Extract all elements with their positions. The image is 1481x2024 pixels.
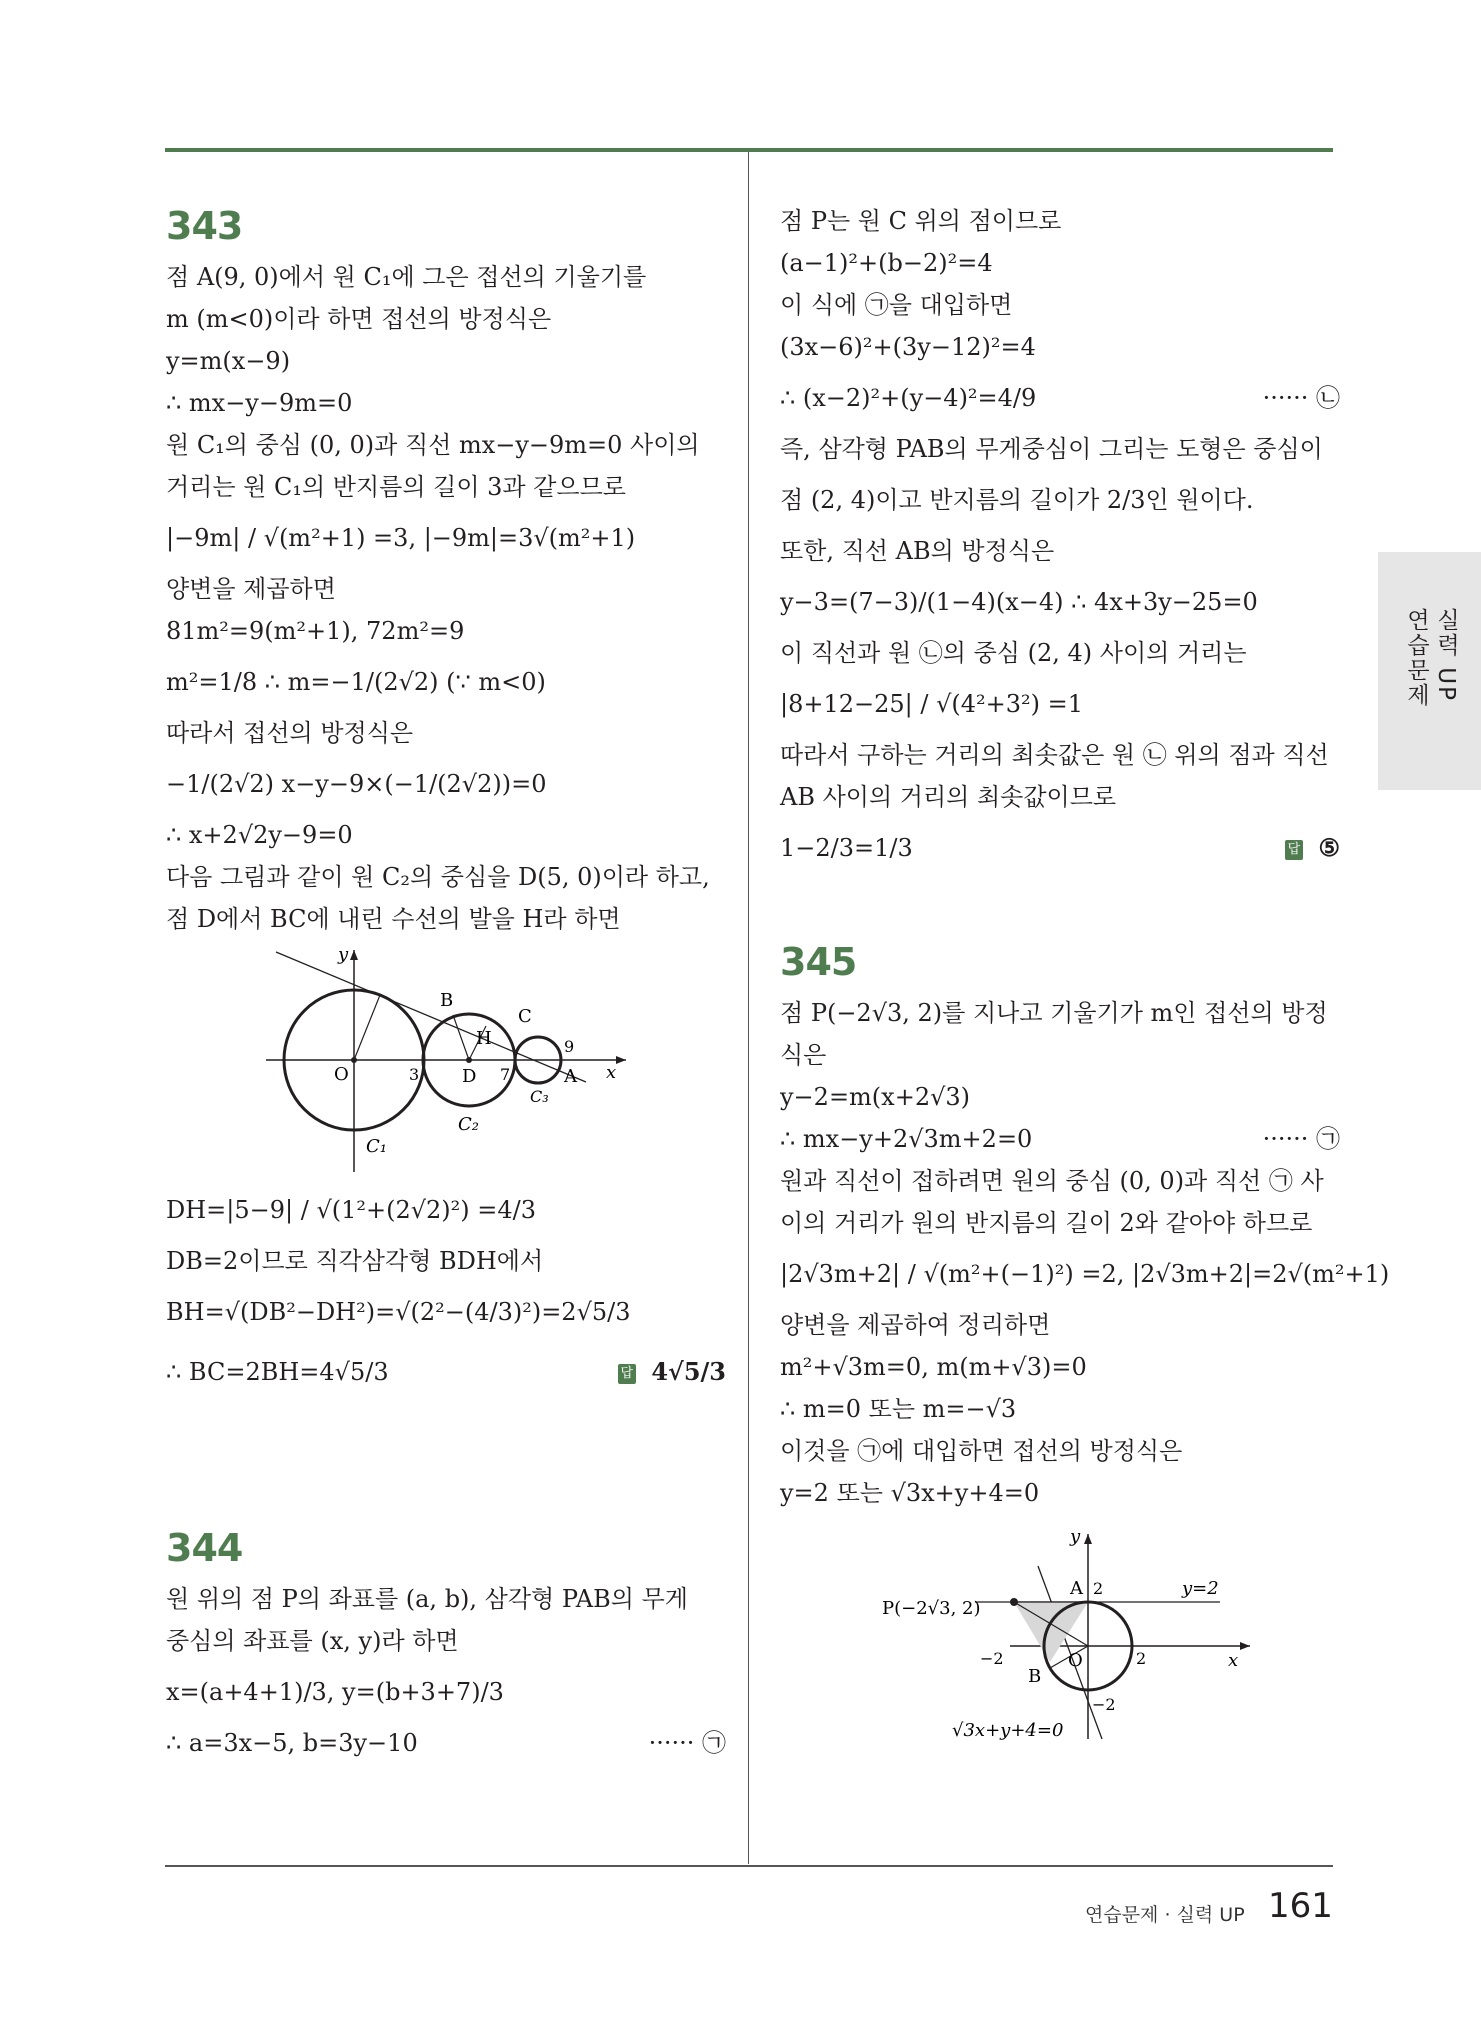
solution-line: ∴ mx−y−9m=0 bbox=[166, 389, 353, 417]
fig-label-7: 7 bbox=[500, 1065, 511, 1084]
solution-line: 따라서 접선의 방정식은 bbox=[166, 719, 414, 747]
solution-line: |−9m| / √(m²+1) =3, |−9m|=3√(m²+1) bbox=[166, 524, 636, 552]
equation-marker: ······ ㉡ bbox=[1262, 384, 1340, 412]
side-tab-label-2: 연습문제 bbox=[1403, 608, 1429, 708]
solution-line: m²+√3m=0, m(m+√3)=0 bbox=[780, 1353, 1087, 1381]
solution-line: 점 P(−2√3, 2)를 지나고 기울기가 m인 접선의 방정 bbox=[780, 999, 1328, 1027]
answer-value: 4√5/3 bbox=[651, 1357, 726, 1386]
footer-section-label: 연습문제 · 실력 UP bbox=[1085, 1904, 1245, 1926]
final-step: 1−2/3=1/3 bbox=[780, 834, 913, 862]
top-rule bbox=[165, 148, 1333, 152]
fig-label-C2: C₂ bbox=[458, 1114, 479, 1135]
solution-line: 점 A(9, 0)에서 원 C₁에 그은 접선의 기울기를 bbox=[166, 263, 647, 291]
solution-line: |8+12−25| / √(4²+3²) =1 bbox=[780, 690, 1083, 718]
fig-label-9: 9 bbox=[564, 1037, 575, 1056]
spacer bbox=[166, 1402, 726, 1522]
equation-marker: ······ ㉠ bbox=[1262, 1125, 1340, 1153]
fig-label-C3: C₃ bbox=[530, 1087, 549, 1106]
solution-line: 원 C₁의 중심 (0, 0)과 직선 mx−y−9m=0 사이의 bbox=[166, 431, 700, 459]
solution-line: AB 사이의 거리의 최솟값이므로 bbox=[780, 783, 1117, 811]
fig-label-O: O bbox=[334, 1064, 349, 1085]
solution-line: DB=2이므로 직각삼각형 BDH에서 bbox=[166, 1247, 544, 1275]
solution-line: 식은 bbox=[780, 1041, 827, 1069]
equation-marker: ······ ㉠ bbox=[648, 1729, 726, 1757]
solution-line: 양변을 제곱하여 정리하면 bbox=[780, 1311, 1051, 1339]
fig-label-A: A bbox=[564, 1066, 577, 1087]
tangent-lines-figure bbox=[780, 1514, 1340, 1744]
solution-line: 원 위의 점 P의 좌표를 (a, b), 삼각형 PAB의 무게 bbox=[166, 1585, 688, 1613]
answer-343 bbox=[618, 1342, 726, 1402]
solution-line: y−3=(7−3)/(1−4)(x−4) ∴ 4x+3y−25=0 bbox=[780, 588, 1258, 616]
fig-label-3: 3 bbox=[409, 1065, 420, 1084]
fig-label-y: y bbox=[1070, 1526, 1081, 1547]
solution-line: 양변을 제곱하면 bbox=[166, 575, 336, 603]
problem-number-345: 345 bbox=[780, 940, 857, 984]
solution-line: m (m<0)이라 하면 접선의 방정식은 bbox=[166, 305, 552, 333]
final-step: ∴ BC=2BH=4√5/3 bbox=[166, 1358, 389, 1386]
answer-value: ⑤ bbox=[1318, 833, 1340, 862]
solution-line: (a−1)²+(b−2)²=4 bbox=[780, 249, 993, 277]
solution-line: 원과 직선이 접하려면 원의 중심 (0, 0)과 직선 ㉠ 사 bbox=[780, 1167, 1324, 1195]
circles-tangent-figure bbox=[166, 940, 726, 1180]
page-number: 161 bbox=[1268, 1886, 1333, 1926]
equation: ∴ a=3x−5, b=3y−10 bbox=[166, 1729, 418, 1757]
fig-label-x: x bbox=[1228, 1650, 1239, 1671]
fig-label-C1: C₁ bbox=[366, 1136, 387, 1157]
solution-line: m²=1/8 ∴ m=−1/(2√2) (∵ m<0) bbox=[166, 668, 546, 696]
solution-line: y=2 또는 √3x+y+4=0 bbox=[780, 1479, 1040, 1507]
solution-line: 중심의 좌표를 (x, y)라 하면 bbox=[166, 1627, 459, 1655]
solution-line: 이 직선과 원 ㉡의 중심 (2, 4) 사이의 거리는 bbox=[780, 639, 1247, 667]
answer-tag: 답 bbox=[1285, 840, 1303, 860]
fig-label-C: C bbox=[518, 1006, 532, 1027]
solution-line bbox=[166, 1722, 726, 1764]
bottom-rule bbox=[165, 1865, 1333, 1867]
solution-line: 따라서 구하는 거리의 최솟값은 원 ㉡ 위의 점과 직선 bbox=[780, 741, 1329, 769]
solution-line: |2√3m+2| / √(m²+(−1)²) =2, |2√3m+2|=2√(m²+1) bbox=[780, 1260, 1390, 1288]
spacer bbox=[780, 878, 1340, 936]
solution-line: 다음 그림과 같이 원 C₂의 중심을 D(5, 0)이라 하고, bbox=[166, 863, 710, 891]
fig-label-P: P(−2√3, 2) bbox=[882, 1598, 981, 1619]
solution-line: ∴ x+2√2y−9=0 bbox=[166, 821, 353, 849]
solution-line: 81m²=9(m²+1), 72m²=9 bbox=[166, 617, 465, 645]
fig-label-line-y2: y=2 bbox=[1182, 1578, 1219, 1599]
column-divider bbox=[748, 152, 749, 1864]
right-column bbox=[780, 200, 1390, 1744]
solution-line: 이 식에 ㉠을 대입하면 bbox=[780, 291, 1013, 319]
fig-label-2-top: 2 bbox=[1093, 1579, 1104, 1598]
equation: ∴ mx−y+2√3m+2=0 bbox=[780, 1125, 1033, 1153]
fig-label-H: H bbox=[476, 1028, 492, 1049]
solution-line: 점 (2, 4)이고 반지름의 길이가 2/3인 원이다. bbox=[780, 486, 1254, 514]
solution-line: BH=√(DB²−DH²)=√(2²−(4/3)²)=2√5/3 bbox=[166, 1298, 631, 1326]
solution-line: x=(a+4+1)/3, y=(b+3+7)/3 bbox=[166, 1678, 504, 1706]
fig-label-2-right: 2 bbox=[1136, 1649, 1147, 1668]
side-tab-label-1: 실력 UP bbox=[1433, 608, 1459, 703]
solution-line: y−2=m(x+2√3) bbox=[780, 1083, 971, 1111]
solution-line: 또한, 직선 AB의 방정식은 bbox=[780, 537, 1055, 565]
solution-line: 즉, 삼각형 PAB의 무게중심이 그리는 도형은 중심이 bbox=[780, 435, 1323, 463]
solution-line: 거리는 원 C₁의 반지름의 길이 3과 같으므로 bbox=[166, 473, 626, 501]
problem-number-343: 343 bbox=[166, 204, 243, 248]
equation: ∴ (x−2)²+(y−4)²=4/9 bbox=[780, 384, 1037, 412]
solution-line bbox=[780, 368, 1340, 428]
fig-label-A: A bbox=[1070, 1578, 1083, 1599]
solution-line: (3x−6)²+(3y−12)²=4 bbox=[780, 333, 1036, 361]
solution-line: 점 D에서 BC에 내린 수선의 발을 H라 하면 bbox=[166, 905, 621, 933]
answer-tag: 답 bbox=[618, 1364, 636, 1384]
fig-label-x: x bbox=[606, 1062, 617, 1083]
solution-line bbox=[166, 1342, 726, 1402]
fig-label-D: D bbox=[462, 1066, 477, 1087]
fig-label-neg2-left: −2 bbox=[980, 1649, 1004, 1668]
solution-line: ∴ m=0 또는 m=−√3 bbox=[780, 1395, 1017, 1423]
solution-line: y=m(x−9) bbox=[166, 347, 291, 375]
fig-label-line-tangent: √3x+y+4=0 bbox=[952, 1720, 1064, 1741]
solution-line: 이의 거리가 원의 반지름의 길이 2와 같아야 하므로 bbox=[780, 1209, 1313, 1237]
chapter-side-tab bbox=[1378, 552, 1481, 790]
fig-label-B: B bbox=[440, 990, 454, 1011]
solution-line: DH=|5−9| / √(1²+(2√2)²) =4/3 bbox=[166, 1196, 537, 1224]
answer-344 bbox=[1285, 818, 1340, 878]
fig-label-O: O bbox=[1068, 1650, 1083, 1671]
solution-line bbox=[780, 1118, 1340, 1160]
solution-line: 점 P는 원 C 위의 점이므로 bbox=[780, 207, 1062, 235]
solution-line: −1/(2√2) x−y−9×(−1/(2√2))=0 bbox=[166, 770, 547, 798]
left-column bbox=[166, 200, 726, 1764]
fig-label-B: B bbox=[1028, 1666, 1042, 1687]
solution-line: 이것을 ㉠에 대입하면 접선의 방정식은 bbox=[780, 1437, 1183, 1465]
solution-line bbox=[780, 818, 1340, 878]
fig-label-neg2-bottom: −2 bbox=[1092, 1695, 1116, 1714]
fig-label-y: y bbox=[338, 944, 349, 965]
problem-number-344: 344 bbox=[166, 1526, 243, 1570]
